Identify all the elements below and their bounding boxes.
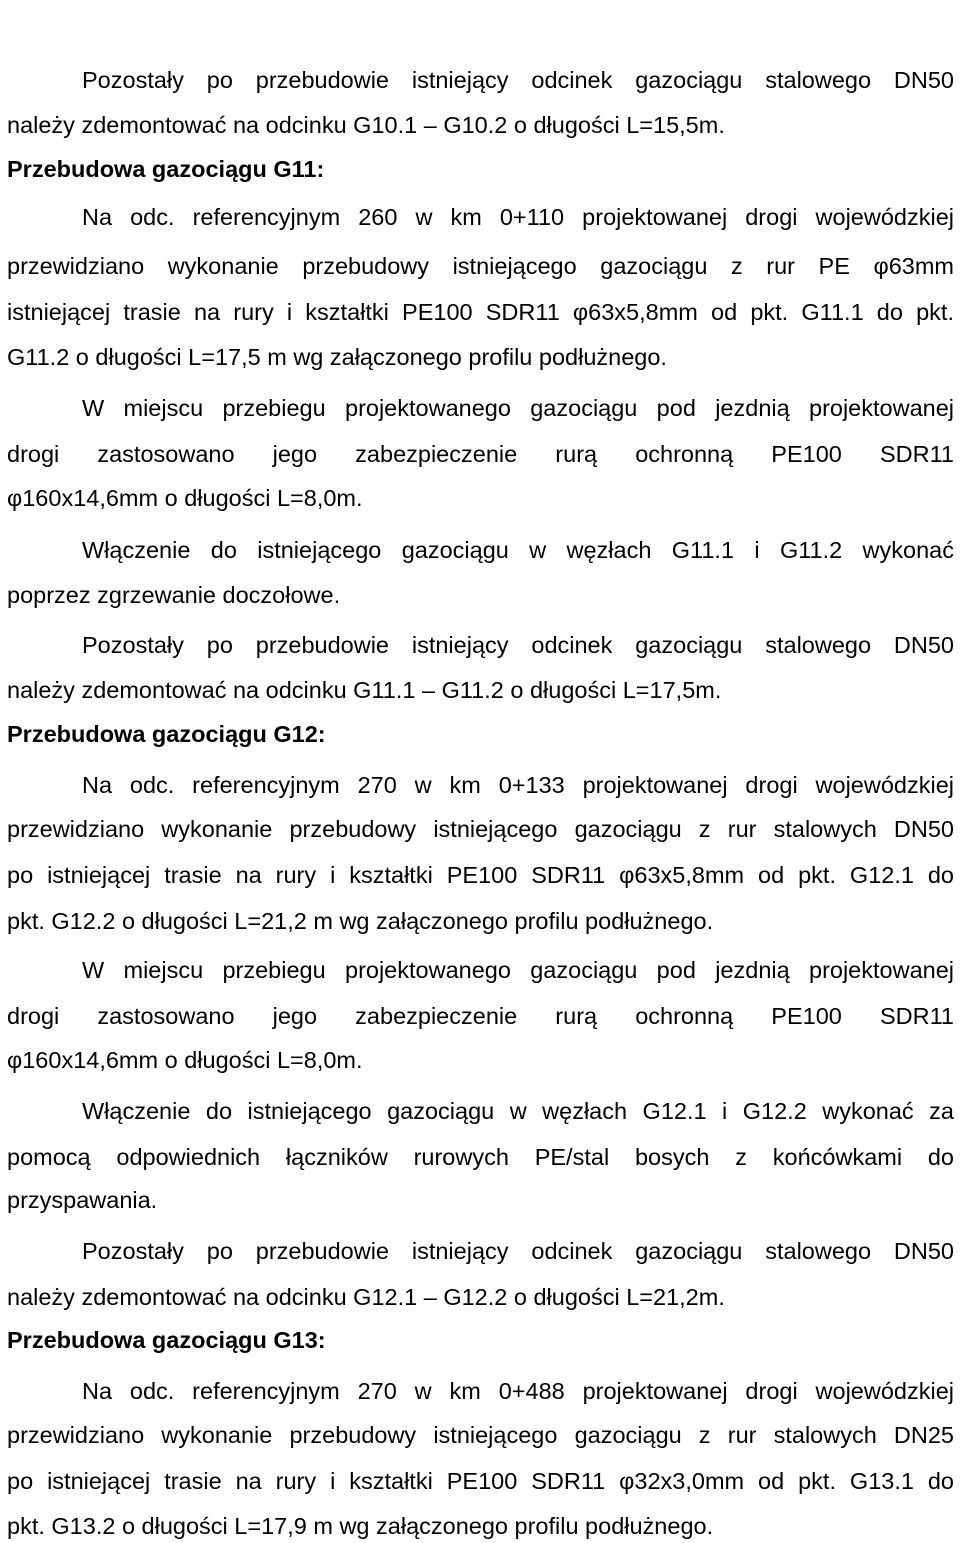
paragraph-line: istniejącej trasie na rury i kształtki PE100 SDR11 φ63x5,8mm od pkt. G11.1 do pkt.: [7, 299, 954, 325]
paragraph-line: Pozostały po przebudowie istniejący odcinek gazociągu stalowego DN50: [82, 632, 954, 658]
paragraph-line: Na odc. referencyjnym 270 w km 0+488 projektowanej drogi wojewódzkiej: [82, 1378, 954, 1404]
paragraph-line: φ160x14,6mm o długości L=8,0m.: [7, 1047, 363, 1073]
paragraph-line: G11.2 o długości L=17,5 m wg załączonego profilu podłużnego.: [7, 344, 667, 370]
paragraph-line: należy zdemontować na odcinku G11.1 – G11.2 o długości L=17,5m.: [7, 677, 722, 703]
section-heading-g13: Przebudowa gazociągu G13:: [7, 1327, 326, 1353]
paragraph-line: pomocą odpowiednich łączników rurowych PE/stal bosych z końcówkami do: [7, 1144, 954, 1170]
paragraph-line: przewidziano wykonanie przebudowy istniejącego gazociągu z rur stalowych DN50: [7, 816, 954, 842]
paragraph-line: po istniejącej trasie na rury i kształtki PE100 SDR11 φ63x5,8mm od pkt. G12.1 do: [7, 862, 954, 888]
paragraph-line: poprzez zgrzewanie doczołowe.: [7, 582, 341, 608]
paragraph-line: Pozostały po przebudowie istniejący odcinek gazociągu stalowego DN50: [82, 1238, 954, 1264]
paragraph-line: należy zdemontować na odcinku G10.1 – G10.2 o długości L=15,5m.: [7, 112, 725, 138]
paragraph-line: W miejscu przebiegu projektowanego gazociągu pod jezdnią projektowanej: [82, 957, 954, 983]
paragraph-line: pkt. G12.2 o długości L=21,2 m wg załączonego profilu podłużnego.: [7, 908, 714, 934]
paragraph-line: W miejscu przebiegu projektowanego gazociągu pod jezdnią projektowanej: [82, 395, 954, 421]
paragraph-line: drogi zastosowano jego zabezpieczenie rurą ochronną PE100 SDR11: [7, 1003, 954, 1029]
paragraph-line: φ160x14,6mm o długości L=8,0m.: [7, 485, 363, 511]
paragraph-line: Na odc. referencyjnym 260 w km 0+110 projektowanej drogi wojewódzkiej: [82, 204, 954, 230]
paragraph-line: Włączenie do istniejącego gazociągu w węzłach G11.1 i G11.2 wykonać: [82, 537, 954, 563]
paragraph-line: Pozostały po przebudowie istniejący odcinek gazociągu stalowego DN50: [82, 67, 954, 93]
paragraph-line: Włączenie do istniejącego gazociągu w węzłach G12.1 i G12.2 wykonać za: [82, 1098, 954, 1124]
paragraph-line: przyspawania.: [7, 1187, 158, 1213]
paragraph-line: przewidziano wykonanie przebudowy istniejącego gazociągu z rur stalowych DN25: [7, 1422, 954, 1448]
paragraph-line: po istniejącej trasie na rury i kształtki PE100 SDR11 φ32x3,0mm od pkt. G13.1 do: [7, 1468, 954, 1494]
paragraph-line: przewidziano wykonanie przebudowy istniejącego gazociągu z rur PE φ63mm: [7, 253, 954, 279]
section-heading-g12: Przebudowa gazociągu G12:: [7, 721, 326, 747]
paragraph-line: pkt. G13.2 o długości L=17,9 m wg załączonego profilu podłużnego.: [7, 1513, 714, 1539]
paragraph-line: należy zdemontować na odcinku G12.1 – G12.2 o długości L=21,2m.: [7, 1284, 725, 1310]
section-heading-g11: Przebudowa gazociągu G11:: [7, 156, 325, 182]
paragraph-line: drogi zastosowano jego zabezpieczenie rurą ochronną PE100 SDR11: [7, 441, 954, 467]
paragraph-line: Na odc. referencyjnym 270 w km 0+133 projektowanej drogi wojewódzkiej: [82, 772, 954, 798]
